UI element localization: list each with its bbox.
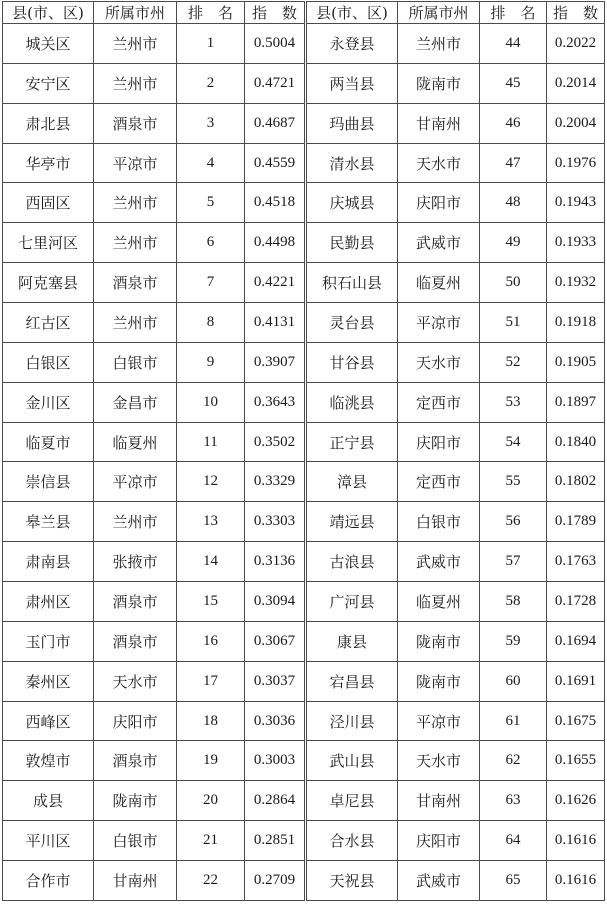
- rank-cell: 3: [177, 103, 245, 143]
- rank-cell: 12: [177, 462, 245, 502]
- table-row: [3, 342, 605, 382]
- index-cell: 0.1933: [547, 223, 605, 263]
- index-cell: 0.3907: [245, 342, 306, 382]
- table-row: [3, 701, 605, 741]
- county-cell: 永登县: [306, 24, 398, 64]
- index-cell: 0.4498: [245, 223, 306, 263]
- county-cell: 灵台县: [306, 303, 398, 343]
- col-header-county: 县(市、区): [3, 2, 94, 24]
- table-row: [3, 303, 605, 343]
- city-cell: 酒泉市: [94, 263, 177, 303]
- county-cell: 肃北县: [3, 103, 94, 143]
- city-cell: 陇南市: [398, 63, 480, 103]
- index-cell: 0.2851: [245, 821, 306, 861]
- city-cell: 兰州市: [94, 183, 177, 223]
- county-cell: 漳县: [306, 462, 398, 502]
- rank-cell: 18: [177, 701, 245, 741]
- county-cell: 民勤县: [306, 223, 398, 263]
- county-cell: 西峰区: [3, 701, 94, 741]
- table-row: [3, 462, 605, 502]
- county-cell: 阿克塞县: [3, 263, 94, 303]
- index-cell: 0.2864: [245, 781, 306, 821]
- city-cell: 张掖市: [94, 542, 177, 582]
- rank-cell: 5: [177, 183, 245, 223]
- county-cell: 清水县: [306, 143, 398, 183]
- county-cell: 平川区: [3, 821, 94, 861]
- county-cell: 肃南县: [3, 542, 94, 582]
- table-row: [3, 582, 605, 622]
- city-cell: 临夏州: [94, 422, 177, 462]
- index-cell: 0.1932: [547, 263, 605, 303]
- city-cell: 白银市: [94, 821, 177, 861]
- city-cell: 临夏州: [398, 582, 480, 622]
- city-cell: 酒泉市: [94, 103, 177, 143]
- index-cell: 0.1943: [547, 183, 605, 223]
- table-row: [3, 223, 605, 263]
- rank-cell: 50: [480, 263, 547, 303]
- index-cell: 0.3036: [245, 701, 306, 741]
- city-cell: 临夏州: [398, 263, 480, 303]
- county-cell: 玛曲县: [306, 103, 398, 143]
- col-header-county: 县(市、区): [306, 2, 398, 24]
- index-cell: 0.2014: [547, 63, 605, 103]
- index-cell: 0.4559: [245, 143, 306, 183]
- index-cell: 0.1616: [547, 821, 605, 861]
- city-cell: 武威市: [398, 542, 480, 582]
- index-cell: 0.4518: [245, 183, 306, 223]
- city-cell: 天水市: [398, 143, 480, 183]
- city-cell: 陇南市: [94, 781, 177, 821]
- city-cell: 陇南市: [398, 661, 480, 701]
- rank-cell: 13: [177, 502, 245, 542]
- index-cell: 0.4131: [245, 303, 306, 343]
- county-cell: 秦州区: [3, 661, 94, 701]
- table-row: [3, 502, 605, 542]
- index-cell: 0.1763: [547, 542, 605, 582]
- county-cell: 正宁县: [306, 422, 398, 462]
- index-cell: 0.1655: [547, 741, 605, 781]
- city-cell: 甘南州: [94, 861, 177, 901]
- rank-cell: 21: [177, 821, 245, 861]
- rank-cell: 53: [480, 382, 547, 422]
- rank-cell: 1: [177, 24, 245, 64]
- index-cell: 0.3037: [245, 661, 306, 701]
- city-cell: 兰州市: [398, 24, 480, 64]
- city-cell: 天水市: [398, 342, 480, 382]
- county-cell: 七里河区: [3, 223, 94, 263]
- county-cell: 敦煌市: [3, 741, 94, 781]
- city-cell: 白银市: [398, 502, 480, 542]
- col-header-rank: 排 名: [177, 2, 245, 24]
- rank-cell: 9: [177, 342, 245, 382]
- index-cell: 0.1905: [547, 342, 605, 382]
- county-cell: 临洮县: [306, 382, 398, 422]
- rank-cell: 59: [480, 621, 547, 661]
- table-row: [3, 143, 605, 183]
- city-cell: 酒泉市: [94, 582, 177, 622]
- index-cell: 0.2709: [245, 861, 306, 901]
- county-cell: 合水县: [306, 821, 398, 861]
- index-cell: 0.4687: [245, 103, 306, 143]
- rank-cell: 65: [480, 861, 547, 901]
- county-cell: 城关区: [3, 24, 94, 64]
- city-cell: 定西市: [398, 462, 480, 502]
- index-cell: 0.2022: [547, 24, 605, 64]
- index-cell: 0.1840: [547, 422, 605, 462]
- rank-cell: 47: [480, 143, 547, 183]
- col-header-city: 所属市州: [94, 2, 177, 24]
- county-cell: 红古区: [3, 303, 94, 343]
- rank-cell: 19: [177, 741, 245, 781]
- city-cell: 兰州市: [94, 24, 177, 64]
- county-cell: 甘谷县: [306, 342, 398, 382]
- rank-cell: 60: [480, 661, 547, 701]
- rank-cell: 8: [177, 303, 245, 343]
- index-cell: 0.4221: [245, 263, 306, 303]
- city-cell: 平凉市: [398, 701, 480, 741]
- county-cell: 合作市: [3, 861, 94, 901]
- index-cell: 0.1802: [547, 462, 605, 502]
- county-cell: 西固区: [3, 183, 94, 223]
- county-cell: 皋兰县: [3, 502, 94, 542]
- table-row: [3, 183, 605, 223]
- county-cell: 崇信县: [3, 462, 94, 502]
- col-header-city: 所属市州: [398, 2, 480, 24]
- col-header-index: 指 数: [245, 2, 306, 24]
- city-cell: 兰州市: [94, 303, 177, 343]
- col-header-rank: 排 名: [480, 2, 547, 24]
- rank-cell: 55: [480, 462, 547, 502]
- city-cell: 酒泉市: [94, 621, 177, 661]
- city-cell: 天水市: [94, 661, 177, 701]
- rank-cell: 46: [480, 103, 547, 143]
- rank-cell: 22: [177, 861, 245, 901]
- county-cell: 卓尼县: [306, 781, 398, 821]
- rank-cell: 61: [480, 701, 547, 741]
- rank-cell: 20: [177, 781, 245, 821]
- index-cell: 0.3094: [245, 582, 306, 622]
- index-cell: 0.1976: [547, 143, 605, 183]
- county-cell: 玉门市: [3, 621, 94, 661]
- rank-cell: 57: [480, 542, 547, 582]
- index-cell: 0.5004: [245, 24, 306, 64]
- county-cell: 成县: [3, 781, 94, 821]
- rank-cell: 54: [480, 422, 547, 462]
- index-cell: 0.3303: [245, 502, 306, 542]
- rank-cell: 51: [480, 303, 547, 343]
- city-cell: 甘南州: [398, 781, 480, 821]
- city-cell: 天水市: [398, 741, 480, 781]
- city-cell: 武威市: [398, 861, 480, 901]
- county-cell: 武山县: [306, 741, 398, 781]
- index-cell: 0.1616: [547, 861, 605, 901]
- index-cell: 0.1918: [547, 303, 605, 343]
- index-cell: 0.2004: [547, 103, 605, 143]
- city-cell: 酒泉市: [94, 741, 177, 781]
- city-cell: 武威市: [398, 223, 480, 263]
- city-cell: 兰州市: [94, 63, 177, 103]
- county-cell: 靖远县: [306, 502, 398, 542]
- rank-cell: 4: [177, 143, 245, 183]
- city-cell: 白银市: [94, 342, 177, 382]
- rank-cell: 48: [480, 183, 547, 223]
- index-cell: 0.1897: [547, 382, 605, 422]
- table-row: [3, 422, 605, 462]
- table-row: [3, 821, 605, 861]
- county-cell: 华亭市: [3, 143, 94, 183]
- index-cell: 0.1691: [547, 661, 605, 701]
- rank-cell: 63: [480, 781, 547, 821]
- table-row: [3, 661, 605, 701]
- table-row: [3, 24, 605, 64]
- rank-cell: 52: [480, 342, 547, 382]
- rank-cell: 58: [480, 582, 547, 622]
- index-cell: 0.4721: [245, 63, 306, 103]
- table-row: [3, 781, 605, 821]
- index-cell: 0.1626: [547, 781, 605, 821]
- county-cell: 白银区: [3, 342, 94, 382]
- index-cell: 0.3003: [245, 741, 306, 781]
- county-cell: 肃州区: [3, 582, 94, 622]
- county-cell: 广河县: [306, 582, 398, 622]
- city-cell: 平凉市: [94, 462, 177, 502]
- table-row: [3, 542, 605, 582]
- index-cell: 0.3643: [245, 382, 306, 422]
- county-cell: 金川区: [3, 382, 94, 422]
- county-cell: 古浪县: [306, 542, 398, 582]
- county-cell: 临夏市: [3, 422, 94, 462]
- table-row: [3, 621, 605, 661]
- rank-cell: 44: [480, 24, 547, 64]
- rank-cell: 2: [177, 63, 245, 103]
- ranking-table: [2, 1, 605, 901]
- table-row: [3, 741, 605, 781]
- rank-cell: 16: [177, 621, 245, 661]
- rank-cell: 14: [177, 542, 245, 582]
- index-cell: 0.1675: [547, 701, 605, 741]
- city-cell: 甘南州: [398, 103, 480, 143]
- col-header-index: 指 数: [547, 2, 605, 24]
- rank-cell: 17: [177, 661, 245, 701]
- city-cell: 陇南市: [398, 621, 480, 661]
- city-cell: 平凉市: [94, 143, 177, 183]
- rank-cell: 56: [480, 502, 547, 542]
- county-cell: 积石山县: [306, 263, 398, 303]
- city-cell: 金昌市: [94, 382, 177, 422]
- rank-cell: 64: [480, 821, 547, 861]
- county-cell: 康县: [306, 621, 398, 661]
- index-cell: 0.3067: [245, 621, 306, 661]
- table-row: [3, 103, 605, 143]
- index-cell: 0.1728: [547, 582, 605, 622]
- county-cell: 泾川县: [306, 701, 398, 741]
- index-cell: 0.3502: [245, 422, 306, 462]
- county-cell: 天祝县: [306, 861, 398, 901]
- city-cell: 兰州市: [94, 502, 177, 542]
- city-cell: 兰州市: [94, 223, 177, 263]
- rank-cell: 62: [480, 741, 547, 781]
- rank-cell: 7: [177, 263, 245, 303]
- index-cell: 0.1694: [547, 621, 605, 661]
- index-cell: 0.3329: [245, 462, 306, 502]
- table-row: [3, 63, 605, 103]
- rank-cell: 6: [177, 223, 245, 263]
- index-cell: 0.1789: [547, 502, 605, 542]
- county-cell: 宕昌县: [306, 661, 398, 701]
- city-cell: 庆阳市: [94, 701, 177, 741]
- table-row: [3, 861, 605, 901]
- rank-cell: 11: [177, 422, 245, 462]
- rank-cell: 10: [177, 382, 245, 422]
- rank-cell: 45: [480, 63, 547, 103]
- city-cell: 庆阳市: [398, 821, 480, 861]
- header-row: [3, 2, 605, 24]
- county-cell: 安宁区: [3, 63, 94, 103]
- rank-cell: 49: [480, 223, 547, 263]
- city-cell: 庆阳市: [398, 422, 480, 462]
- city-cell: 平凉市: [398, 303, 480, 343]
- city-cell: 庆阳市: [398, 183, 480, 223]
- county-cell: 庆城县: [306, 183, 398, 223]
- rank-cell: 15: [177, 582, 245, 622]
- city-cell: 定西市: [398, 382, 480, 422]
- table-row: [3, 263, 605, 303]
- county-cell: 两当县: [306, 63, 398, 103]
- table-row: [3, 382, 605, 422]
- index-cell: 0.3136: [245, 542, 306, 582]
